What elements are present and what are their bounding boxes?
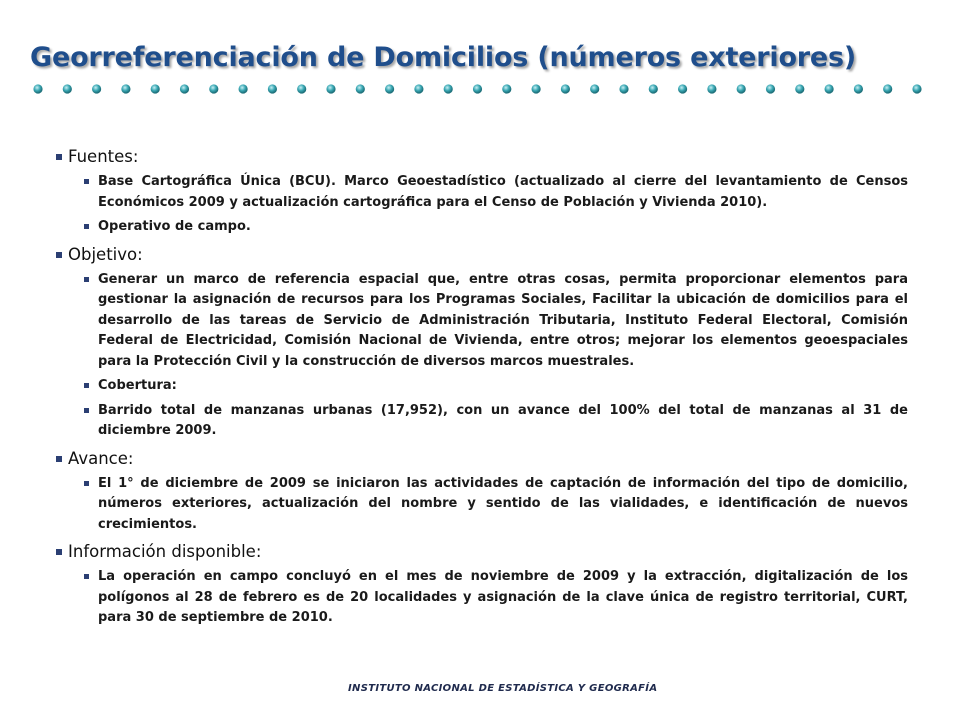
decorative-dot bbox=[414, 84, 423, 93]
decorative-dot bbox=[239, 84, 248, 93]
list-item: El 1° de diciembre de 2009 se iniciaron las actividades de captación de información del tipo de domicilio, números exteriores, actualización del nombre y sentido de las vialidades, e identificación de nuevos crecimientos. bbox=[84, 474, 908, 536]
decorative-dot bbox=[180, 84, 189, 93]
decorative-dot bbox=[502, 84, 511, 93]
decorative-dot bbox=[92, 84, 101, 93]
list-item: Generar un marco de referencia espacial que, entre otras cosas, permita proporcionar elementos para gestionar la asignación de recursos para los Programas Sociales, Facilitar la ubicación de domicilios para el desarrollo de las tareas de Servicio de Administración Tributaria, Instituto Federal Electoral, Comisión Federal de Electricidad, Comisión Nacional de Vivienda, entre otros; mejorar los elementos geoespaciales para la Protección Civil y la construcción de diversos marcos muestrales. bbox=[84, 270, 908, 373]
decorative-dot bbox=[707, 84, 716, 93]
section-heading-fuentes: Fuentes: bbox=[56, 146, 908, 168]
decorative-dot bbox=[151, 84, 160, 93]
section-heading-objetivo: Objetivo: bbox=[56, 244, 908, 266]
section-heading-avance: Avance: bbox=[56, 448, 908, 470]
decorative-dot bbox=[385, 84, 394, 93]
decorative-dot bbox=[737, 84, 746, 93]
decorative-dot bbox=[444, 84, 453, 93]
decorative-dot bbox=[532, 84, 541, 93]
decorative-dot bbox=[883, 84, 892, 93]
decorative-dot-border bbox=[30, 80, 940, 100]
decorative-dot bbox=[766, 84, 775, 93]
decorative-dot bbox=[297, 84, 306, 93]
decorative-dot bbox=[912, 84, 921, 93]
decorative-dot bbox=[649, 84, 658, 93]
decorative-dot bbox=[590, 84, 599, 93]
slide-title: Georreferenciación de Domicilios (números exteriores) bbox=[30, 42, 857, 73]
decorative-dot bbox=[795, 84, 804, 93]
decorative-dot bbox=[268, 84, 277, 93]
decorative-dot bbox=[121, 84, 130, 93]
decorative-dot bbox=[619, 84, 628, 93]
list-item: Base Cartográfica Única (BCU). Marco Geoestadístico (actualizado al cierre del levantamiento de Censos Económicos 2009 y actualización cartográfica para el Censo de Población y Vivienda 2010). bbox=[84, 172, 908, 213]
decorative-dot bbox=[825, 84, 834, 93]
decorative-dot bbox=[561, 84, 570, 93]
decorative-dot bbox=[356, 84, 365, 93]
list-item: Cobertura: bbox=[84, 376, 908, 397]
section-heading-informacion: Información disponible: bbox=[56, 541, 908, 563]
list-item: Operativo de campo. bbox=[84, 217, 908, 238]
decorative-dot bbox=[33, 84, 42, 93]
decorative-dot bbox=[63, 84, 72, 93]
decorative-dot bbox=[326, 84, 335, 93]
decorative-dot bbox=[473, 84, 482, 93]
decorative-dot bbox=[854, 84, 863, 93]
decorative-dot bbox=[678, 84, 687, 93]
list-item: La operación en campo concluyó en el mes de noviembre de 2009 y la extracción, digitalización de los polígonos al 28 de febrero es de 20 localidades y asignación de la clave única de registro territorial, CURT, para 30 de septiembre de 2010. bbox=[84, 567, 908, 629]
footer-institution: INSTITUTO NACIONAL DE ESTADÍSTICA Y GEOGRAFÍA bbox=[348, 683, 658, 694]
bullet-content bbox=[56, 146, 908, 629]
decorative-dot bbox=[209, 84, 218, 93]
list-item: Barrido total de manzanas urbanas (17,952), con un avance del 100% del total de manzanas al 31 de diciembre 2009. bbox=[84, 401, 908, 442]
